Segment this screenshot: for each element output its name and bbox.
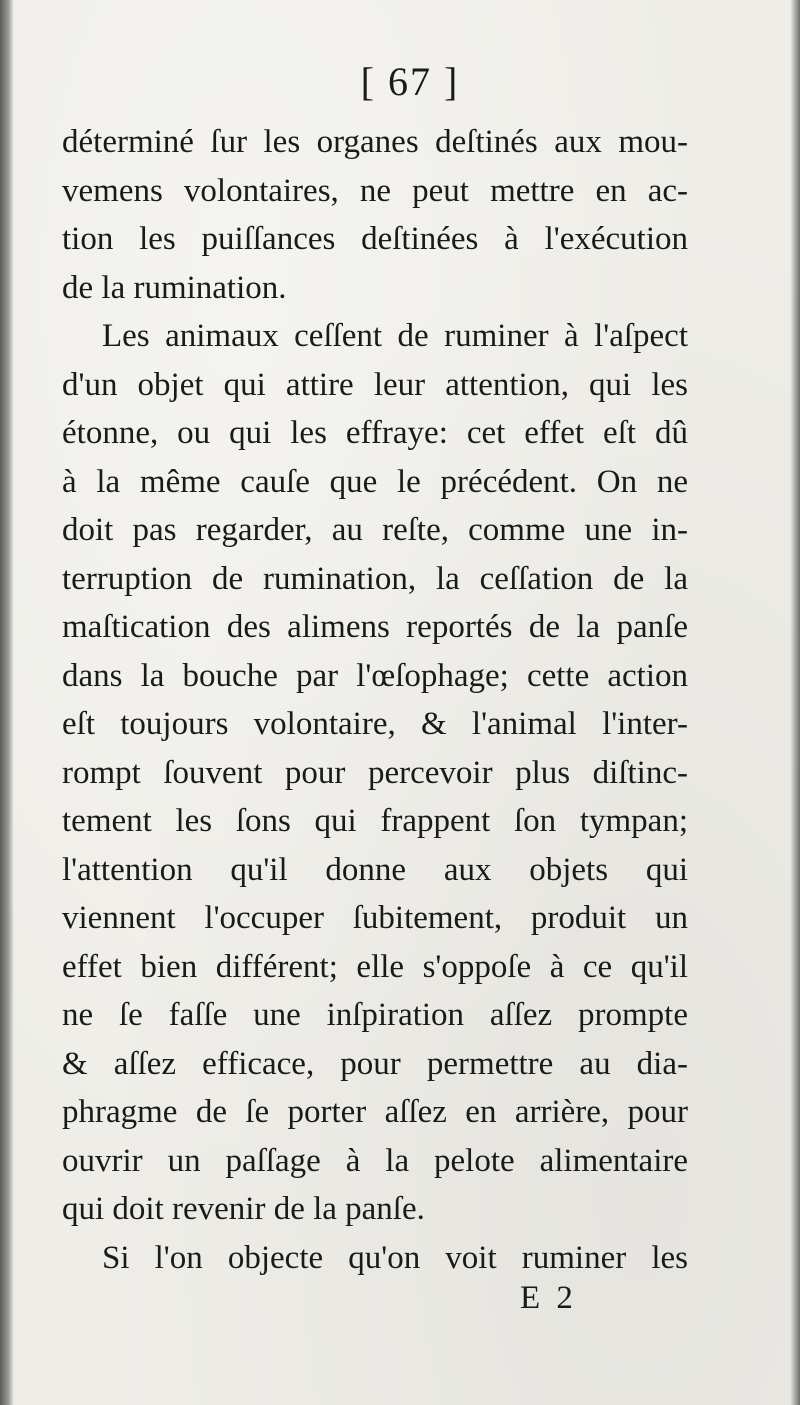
text-line: maſtication des alimens reportés de la panſe xyxy=(62,609,688,645)
text-line: d'un objet qui attire leur attention, qui les xyxy=(62,366,688,403)
text-line: étonne, ou qui les effraye: cet effet eſt dû xyxy=(62,415,688,451)
text-line: de la rumination. xyxy=(62,269,287,306)
text-line: qui doit revenir de la panſe. xyxy=(62,1191,425,1227)
text-line: à la même cauſe que le précédent. On ne xyxy=(62,463,688,500)
page-number: [ 67 ] xyxy=(360,59,460,104)
catchword-signature: E 2 xyxy=(520,1280,577,1316)
text-line: doit pas regarder, au reſte, comme une in- xyxy=(62,512,688,548)
text-line: déterminé ſur les organes deſtinés aux mou- xyxy=(62,124,688,160)
text-line: ouvrir un paſſage à la pelote alimentaire xyxy=(62,1142,688,1179)
body-text xyxy=(62,118,688,1282)
text-line: vemens volontaires, ne peut mettre en ac- xyxy=(62,172,688,209)
text-line: terruption de rumination, la ceſſation de la xyxy=(62,560,688,597)
text-line: dans la bouche par l'œſophage; cette action xyxy=(62,657,688,694)
text-line: phragme de ſe porter aſſez en arrière, pour xyxy=(62,1094,688,1130)
text-line: effet bien différent; elle s'oppoſe à ce qu'il xyxy=(62,948,688,985)
text-line: tement les ſons qui frappent ſon tympan; xyxy=(62,803,688,839)
page-edge-shadow-left xyxy=(0,0,14,1405)
text-line: l'attention qu'il donne aux objets qui xyxy=(62,851,688,888)
text-line: ne ſe faſſe une inſpiration aſſez prompte xyxy=(62,997,688,1033)
text-line: & aſſez efficace, pour permettre au dia- xyxy=(62,1045,688,1082)
text-line: Les animaux ceſſent de ruminer à l'aſpect xyxy=(102,318,688,354)
text-line: viennent l'occuper ſubitement, produit un xyxy=(62,900,688,936)
page-edge-shadow-right xyxy=(790,0,800,1405)
text-line: eſt toujours volontaire, & l'animal l'inter- xyxy=(62,706,688,742)
text-line: rompt ſouvent pour percevoir plus diſtinc- xyxy=(62,754,688,791)
text-line: Si l'on objecte qu'on voit ruminer les xyxy=(102,1239,688,1276)
text-line: tion les puiſſances deſtinées à l'exécution xyxy=(62,221,688,257)
